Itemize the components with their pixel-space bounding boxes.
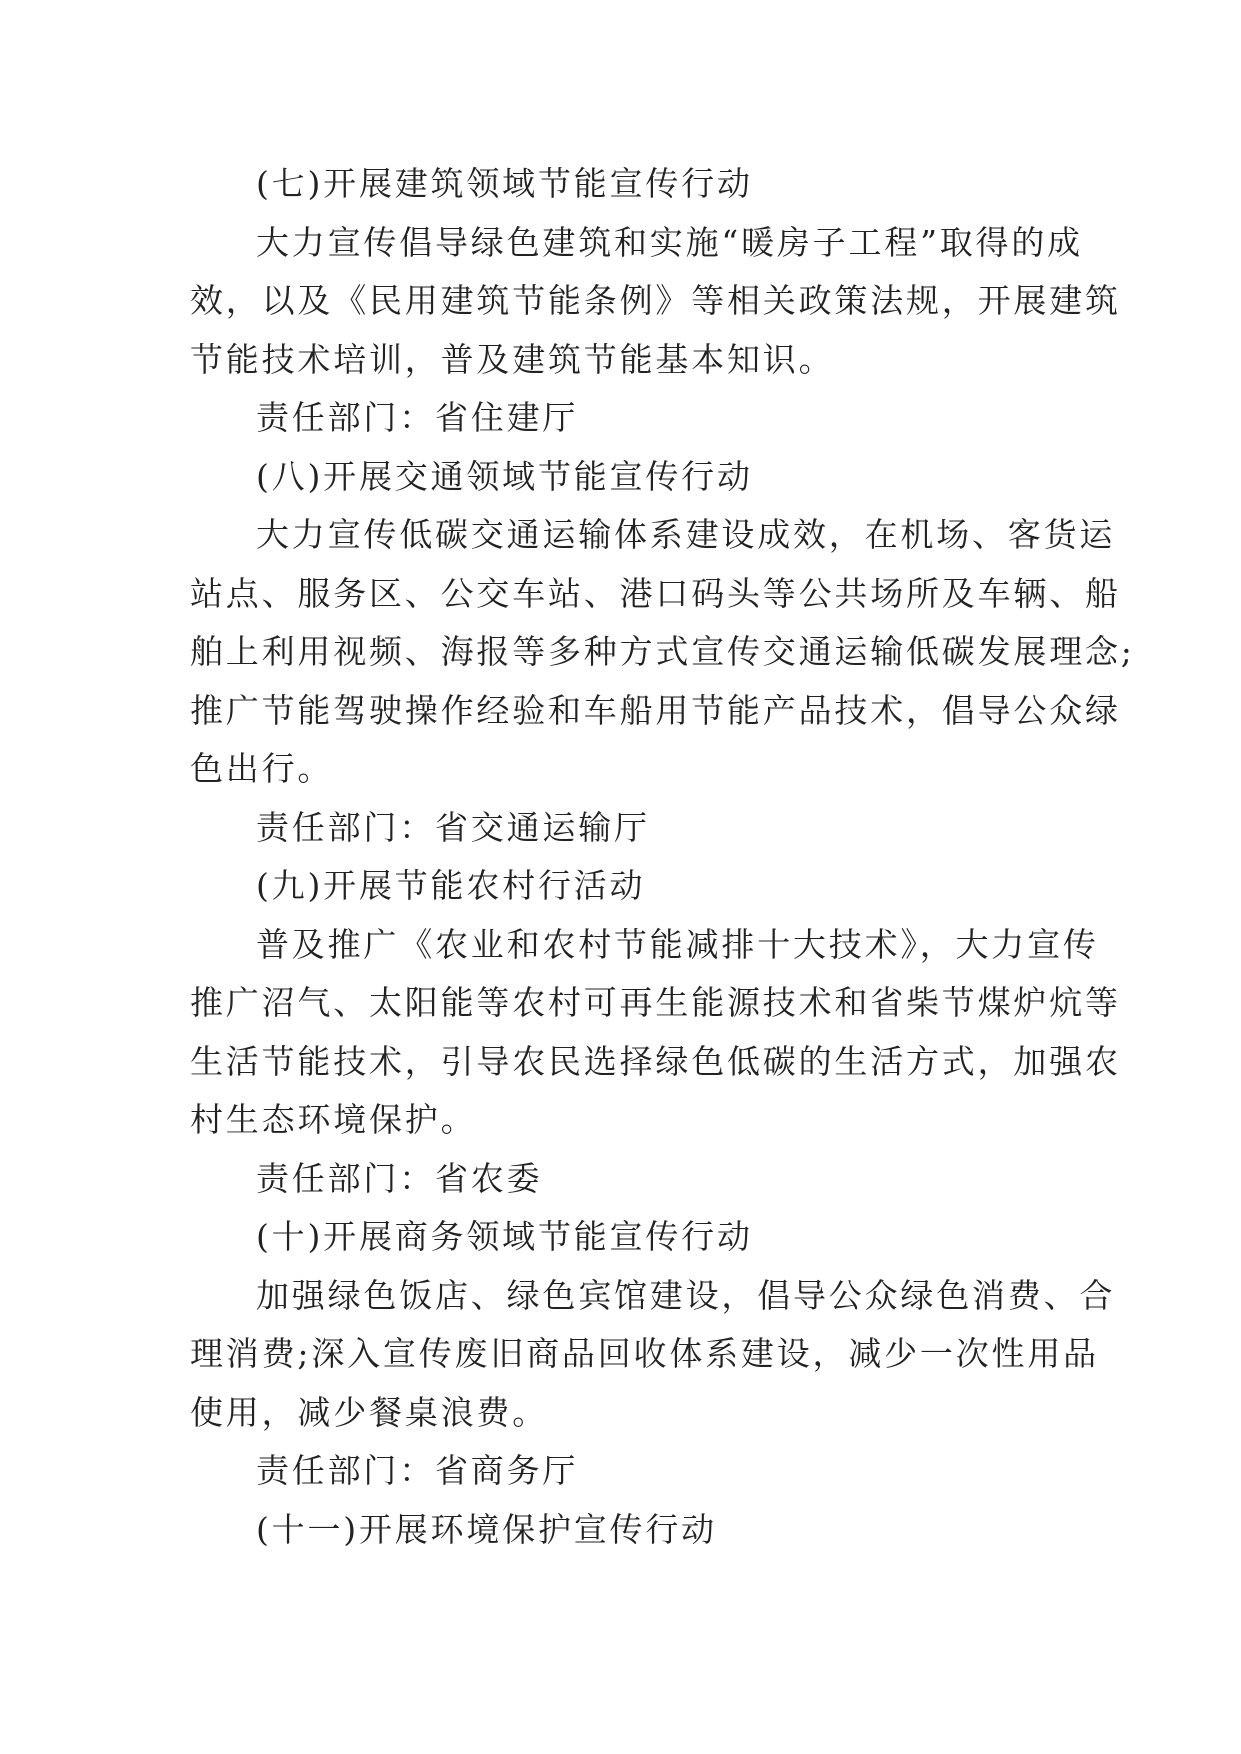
paragraph-line: 站点、服务区、公交车站、港口码头等公共场所及车辆、船 <box>190 573 1121 613</box>
responsible-department: 责任部门：省农委 <box>256 1158 543 1198</box>
section-heading-11: (十一)开展环境保护宣传行动 <box>256 1509 717 1549</box>
paragraph-line: 效，以及《民用建筑节能条例》等相关政策法规，开展建筑 <box>190 281 1121 320</box>
section-heading-8: (八)开展交通领域节能宣传行动 <box>256 456 753 496</box>
paragraph-line: 舶上利用视频、海报等多种方式宣传交通运输低碳发展理念; <box>190 632 1135 671</box>
responsible-department: 责任部门：省住建厅 <box>256 398 579 437</box>
paragraph-line: 色出行。 <box>190 749 334 788</box>
paragraph-line: 理消费;深入宣传废旧商品回收体系建设，减少一次性用品 <box>190 1334 1099 1373</box>
paragraph-line: 加强绿色饭店、绿色宾馆建设，倡导公众绿色消费、合 <box>256 1275 1116 1315</box>
paragraph-line: 推广沼气、太阳能等农村可再生能源技术和省柴节煤炉炕等 <box>190 983 1121 1022</box>
paragraph-line: 普及推广《农业和农村节能减排十大技术》，大力宣传 <box>256 924 1099 964</box>
paragraph-line: 节能技术培训，普及建筑节能基本知识。 <box>190 339 835 379</box>
document-page <box>190 155 1135 1559</box>
paragraph-line: 使用，减少餐桌浪费。 <box>190 1392 548 1432</box>
section-heading-10: (十)开展商务领域节能宣传行动 <box>256 1217 753 1256</box>
paragraph-line: 大力宣传低碳交通运输体系建设成效，在机场、客货运 <box>256 515 1116 554</box>
paragraph-line: 大力宣传倡导绿色建筑和实施“暖房子工程”取得的成 <box>256 222 1083 262</box>
section-heading-7: (七)开展建筑领域节能宣传行动 <box>256 164 753 203</box>
responsible-department: 责任部门：省商务厅 <box>256 1451 579 1490</box>
paragraph-line: 生活节能技术，引导农民选择绿色低碳的生活方式，加强农 <box>190 1041 1121 1081</box>
paragraph-line: 推广节能驾驶操作经验和车船用节能产品技术，倡导公众绿 <box>190 690 1121 730</box>
responsible-department: 责任部门：省交通运输厅 <box>256 807 650 847</box>
section-heading-9: (九)开展节能农村行活动 <box>256 866 646 905</box>
paragraph-line: 村生态环境保护。 <box>190 1100 477 1139</box>
